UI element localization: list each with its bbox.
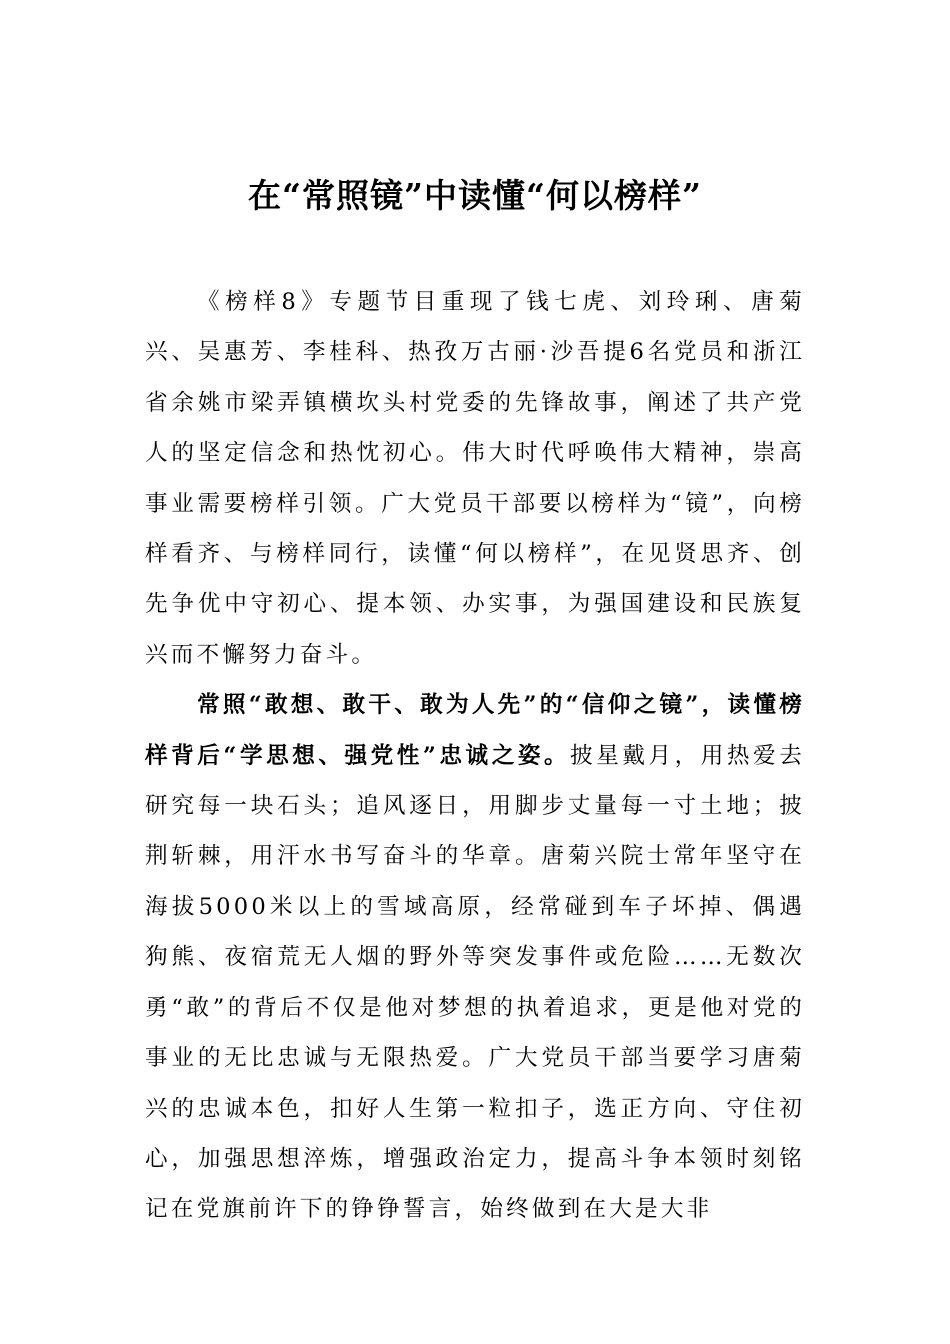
paragraph-text: 披星戴月，用热爱去研究每一块石头；追风逐日，用脚步丈量每一寸土地；披荆斩棘，用汗水书写奋斗的华章。唐菊兴院士常年坚守在海拔5000米以上的雪域高原，经常碰到车子坏掉、偶遇狗熊、夜宿荒无人烟的野外等突发事件或危险……无数次勇“敢”的背后不仅是他对梦想的执着追求，更是他对党的事业的无比忠诚与无限热爱。广大党员干部当要学习唐菊兴的忠诚本色，扣好人生第一粒扣子，选正方向、守住初心，加强思想淬炼，增强政治定力，提高斗争本领时刻铭记在党旗前许下的铮铮誓言，始终做到在大是大非: [145, 742, 805, 1223]
paragraph-section-1: [145, 680, 805, 1234]
paragraph-lead: 常照“敢想、敢干、敢为人先”的“信仰之镜”，读懂榜样背后“学思想、强党性”忠诚之姿。: [145, 692, 805, 769]
document-title: 在“常照镜”中读懂“何以榜样”: [248, 176, 702, 215]
document-body: [145, 277, 805, 1235]
paragraph-intro: [145, 277, 805, 680]
paragraph-text: 《榜样8》专题节目重现了钱七虎、刘玲琍、唐菊兴、吴惠芳、李桂科、热孜万古丽·沙吾提6名党员和浙江省余姚市梁弄镇横坎头村党委的先锋故事，阐述了共产党人的坚定信念和热忱初心。伟大时代呼唤伟大精神，崇高事业需要榜样引领。广大党员干部要以榜样为“镜”，向榜样看齐、与榜样同行，读懂“何以榜样”，在见贤思齐、创先争优中守初心、提本领、办实事，为强国建设和民族复兴而不懈努力奋斗。: [145, 289, 805, 668]
